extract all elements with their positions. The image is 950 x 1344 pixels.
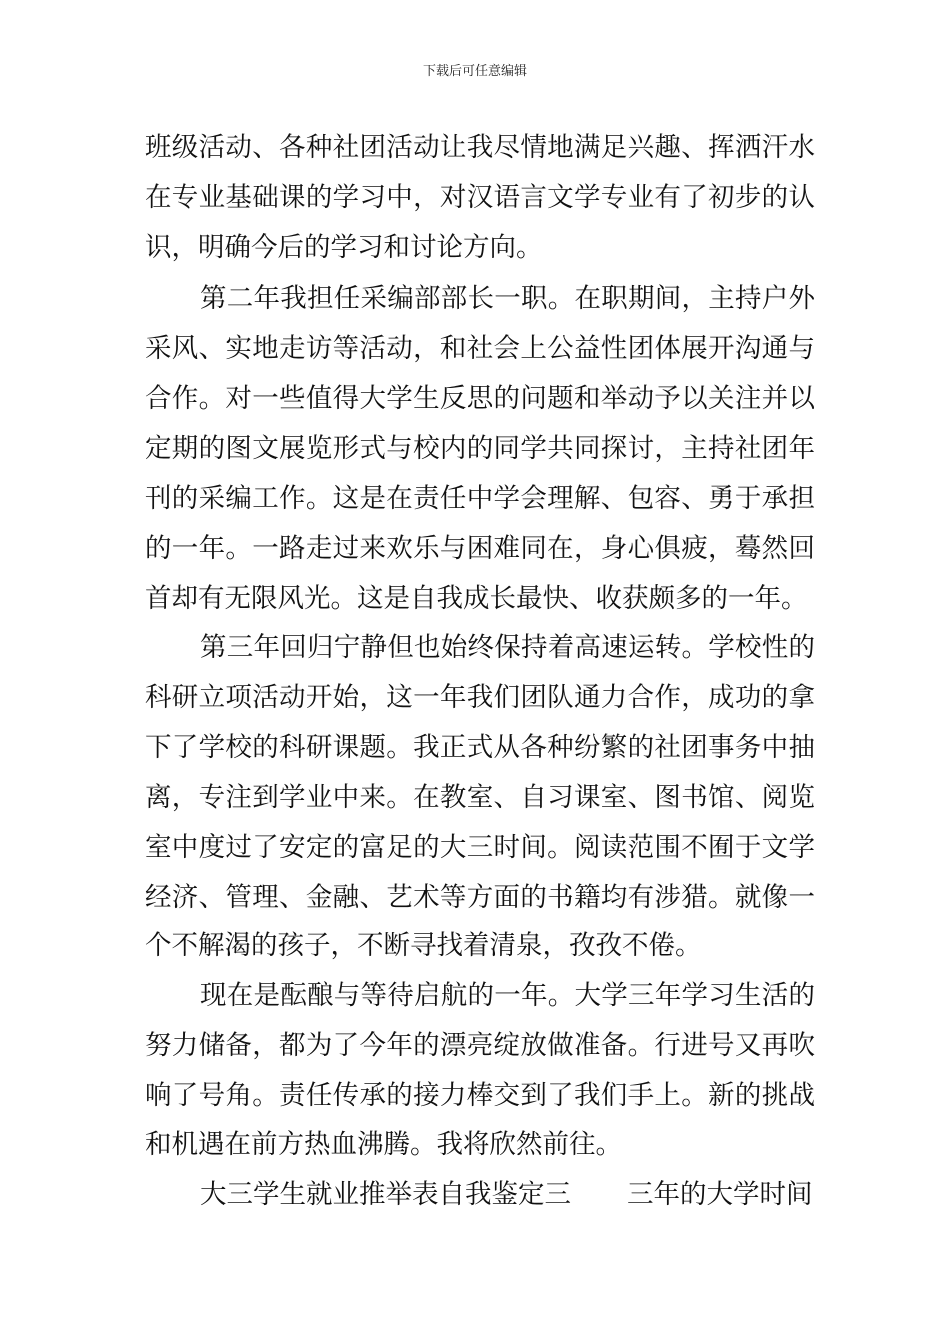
body-line: 定期的图文展览形式与校内的同学共同探讨，主持社团年: [145, 433, 815, 464]
body-line: 的一年。一路走过来欢乐与困难同在，身心俱疲，蓦然回: [145, 533, 815, 564]
paragraph-start-line: 现在是酝酿与等待启航的一年。大学三年学习生活的: [200, 980, 815, 1011]
body-line: 个不解渴的孩子，不断寻找着清泉，孜孜不倦。: [145, 930, 702, 961]
body-line: 响了号角。责任传承的接力棒交到了我们手上。新的挑战: [145, 1080, 815, 1111]
section-heading-text: 大三学生就业推举表自我鉴定三: [200, 1179, 571, 1210]
body-line: 努力储备，都为了今年的漂亮绽放做准备。行进号又再吹: [145, 1030, 815, 1061]
body-line: 合作。对一些值得大学生反思的问题和举动予以关注并以: [145, 383, 815, 414]
paragraph-start-line: 第三年回归宁静但也始终保持着高速运转。学校性的: [200, 632, 815, 663]
body-line: 离，专注到学业中来。在教室、自习课室、图书馆、阅览: [145, 782, 815, 813]
body-line: 班级活动、各种社团活动让我尽情地满足兴趣、挥洒汗水: [145, 132, 815, 163]
body-line: 下了学校的科研课题。我正式从各种纷繁的社团事务中抽: [145, 732, 815, 763]
body-line: 首却有无限风光。这是自我成长最快、收获颇多的一年。: [145, 583, 808, 614]
body-line: 采风、实地走访等活动，和社会上公益性团体展开沟通与: [145, 333, 815, 364]
body-line: 在专业基础课的学习中，对汉语言文学专业有了初步的认: [145, 182, 815, 213]
section-heading-line: [200, 1177, 815, 1213]
body-line: 识，明确今后的学习和讨论方向。: [145, 232, 543, 263]
body-line: 和机遇在前方热血沸腾。我将欣然前往。: [145, 1129, 622, 1160]
body-line: 科研立项活动开始，这一年我们团队通力合作，成功的拿: [145, 682, 815, 713]
page-header: 下载后可任意编辑: [422, 64, 527, 79]
body-line: 室中度过了安定的富足的大三时间。阅读范围不囿于文学: [145, 832, 815, 863]
section-opening-text: 三年的大学时间: [627, 1179, 813, 1210]
body-line: 经济、管理、金融、艺术等方面的书籍均有涉猎。就像一: [145, 882, 815, 913]
body-line: 刊的采编工作。这是在责任中学会理解、包容、勇于承担: [145, 483, 815, 514]
paragraph-start-line: 第二年我担任采编部部长一职。在职期间，主持户外: [200, 283, 815, 314]
